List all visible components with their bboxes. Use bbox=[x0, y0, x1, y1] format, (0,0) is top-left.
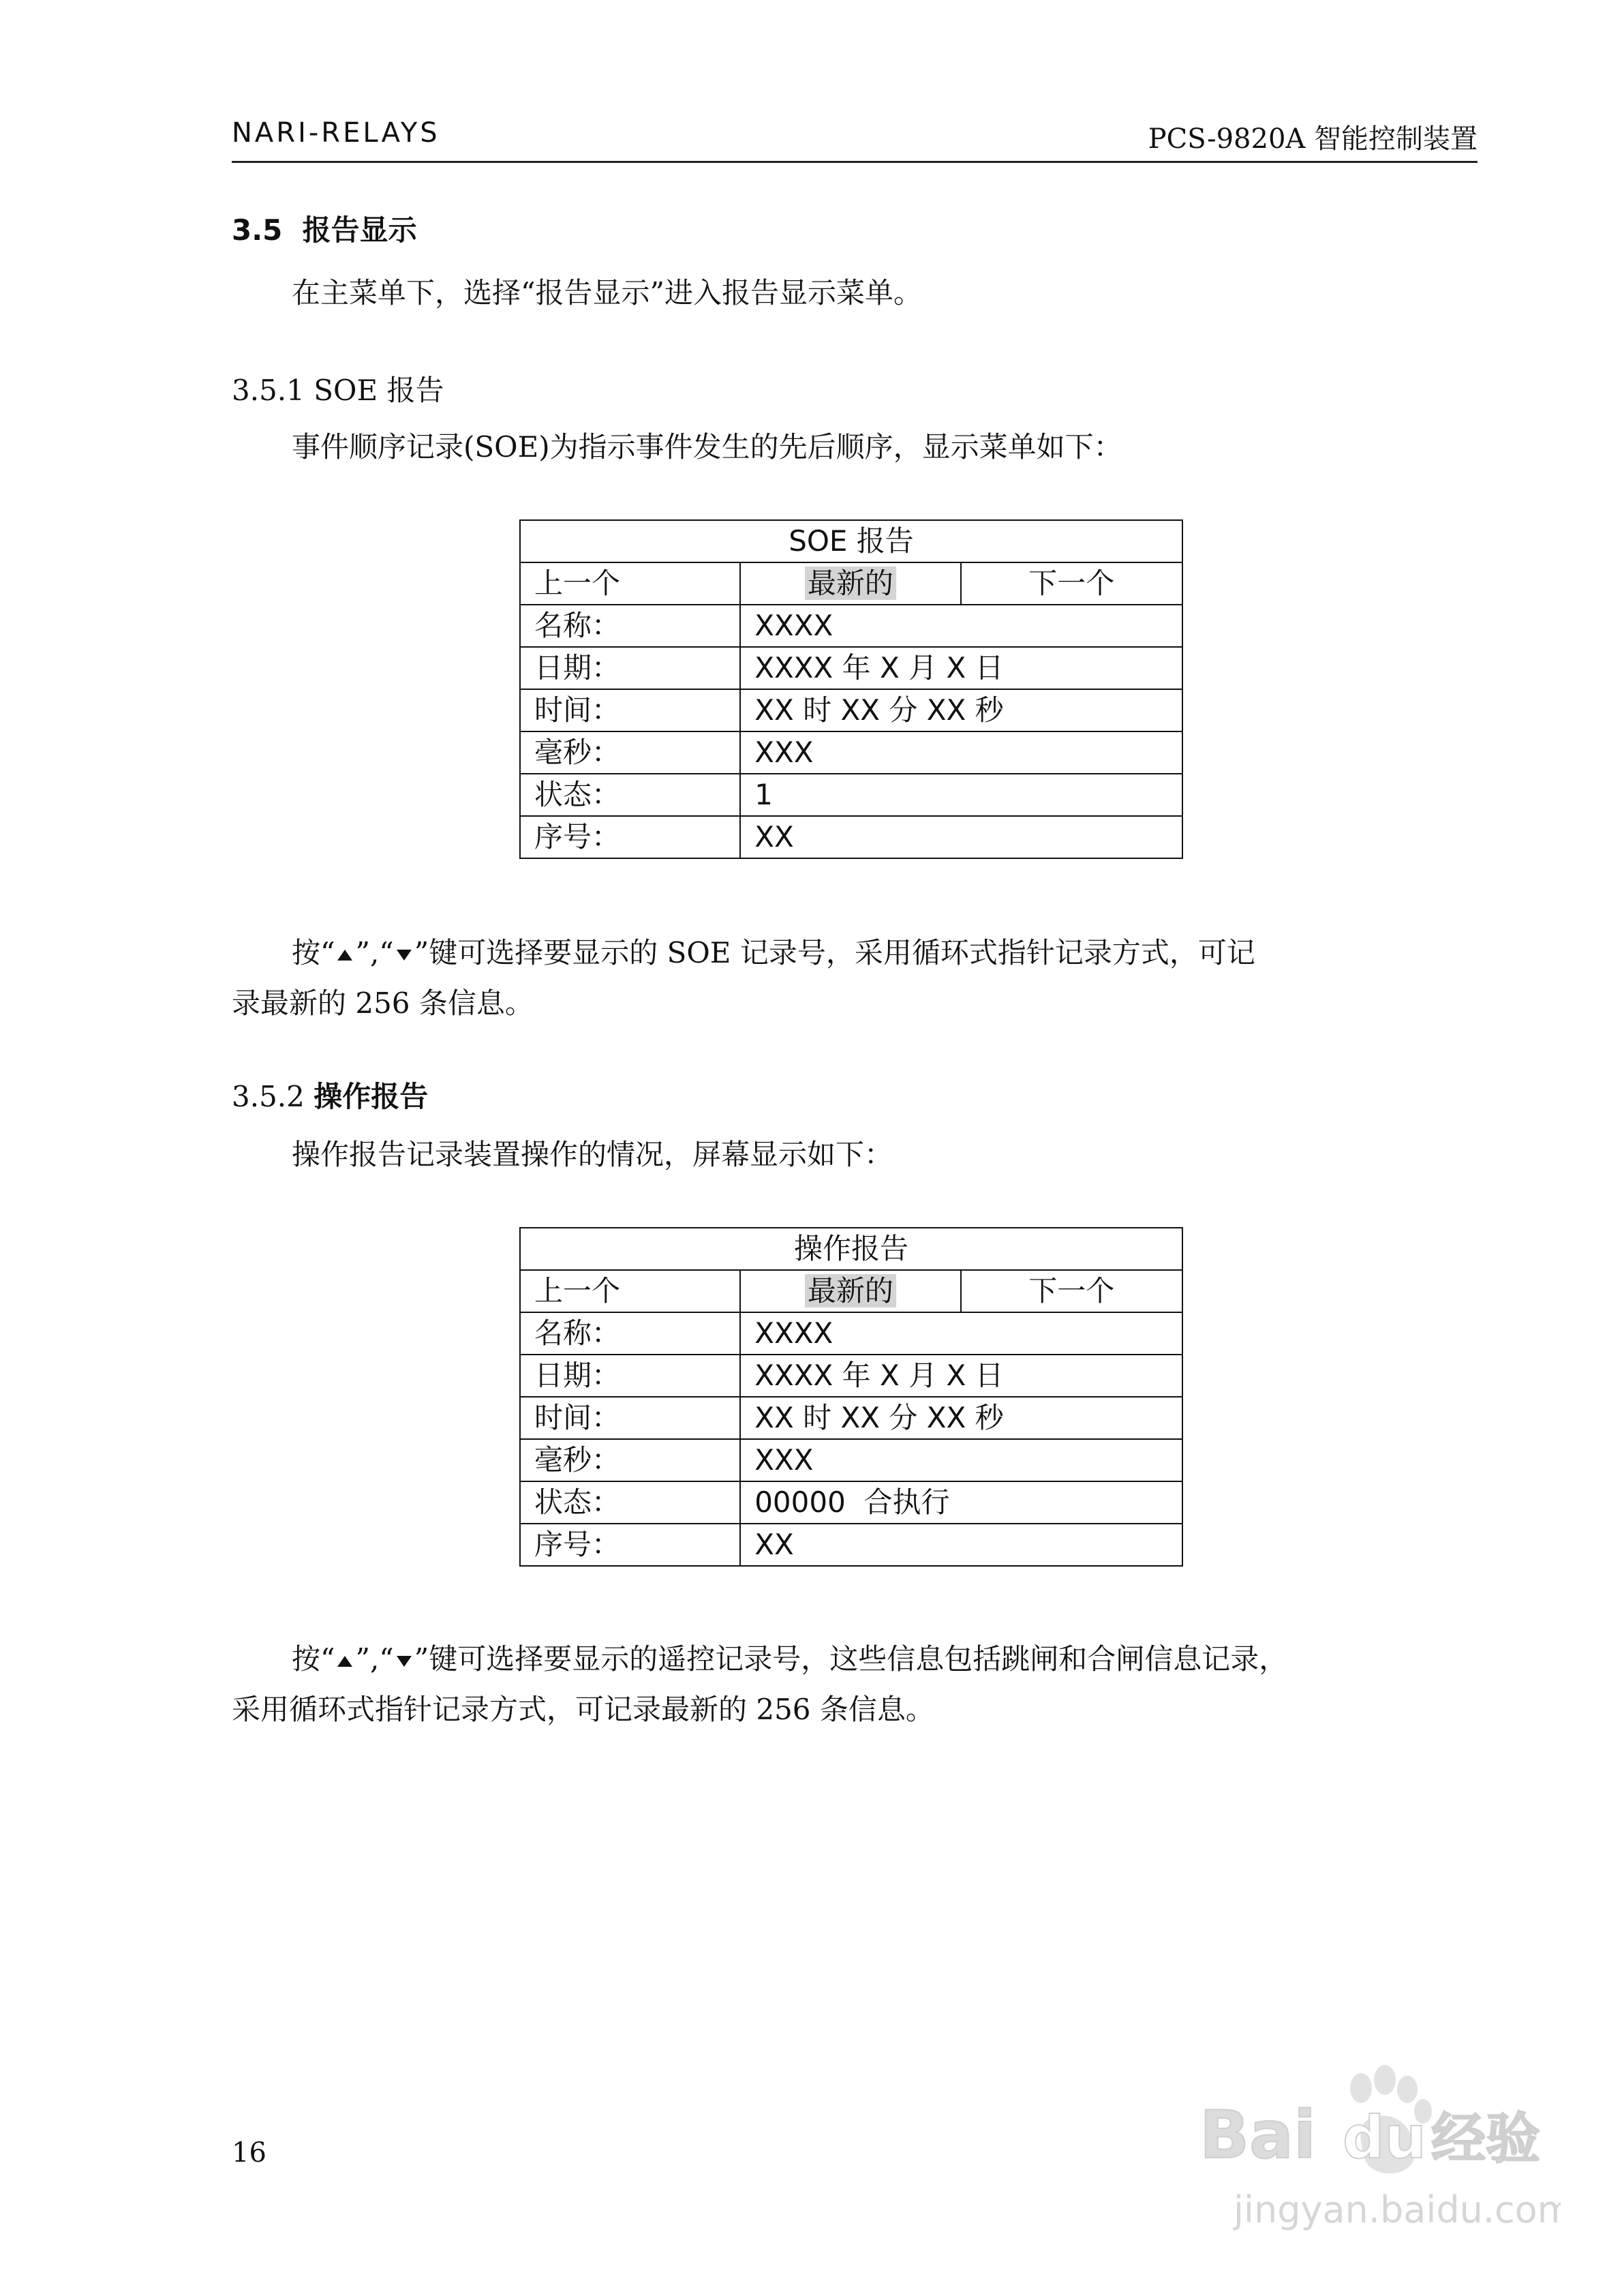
soe-label-ms: 毫秒： bbox=[520, 731, 740, 774]
table-row bbox=[520, 1439, 1182, 1481]
table-row bbox=[520, 1355, 1182, 1397]
op-note-quote-open: 按“ bbox=[292, 1642, 335, 1676]
table-row bbox=[520, 689, 1182, 731]
table-row bbox=[520, 1397, 1182, 1439]
soe-note-text: ”键可选择要显示的 SOE 记录号，采用循环式指针记录方式，可记 bbox=[414, 936, 1255, 969]
down-arrow-key-icon bbox=[397, 1656, 412, 1667]
op-label-time: 时间： bbox=[520, 1397, 740, 1439]
header-right: PCS-9820A 智能控制装置 bbox=[1148, 123, 1478, 155]
soe-number: 3.5.1 bbox=[232, 374, 305, 407]
op-value-date: XXXX 年 X 月 X 日 bbox=[740, 1355, 1182, 1397]
op-latest-button[interactable]: 最新的 bbox=[805, 1274, 896, 1308]
header-divider bbox=[232, 161, 1478, 163]
op-note-separator: ”,“ bbox=[355, 1642, 394, 1676]
op-intro: 操作报告记录装置操作的情况，屏幕显示如下： bbox=[292, 1138, 893, 1171]
soe-prev-button[interactable]: 上一个 bbox=[520, 562, 740, 605]
table-row bbox=[520, 647, 1182, 689]
soe-latest-button[interactable]: 最新的 bbox=[805, 567, 896, 600]
soe-heading bbox=[232, 368, 444, 409]
op-value-seq: XX bbox=[740, 1524, 1182, 1566]
soe-intro: 事件顺序记录(SOE)为指示事件发生的先后顺序，显示菜单如下： bbox=[292, 430, 1122, 464]
watermark-url: jingyan.baidu.com bbox=[1234, 2188, 1561, 2231]
soe-latest-cell[interactable] bbox=[740, 562, 960, 605]
table-row bbox=[520, 816, 1182, 858]
op-label-seq: 序号： bbox=[520, 1524, 740, 1566]
soe-title: SOE 报告 bbox=[313, 374, 444, 407]
soe-value-state: 1 bbox=[740, 774, 1182, 816]
op-note-line1 bbox=[292, 1635, 1478, 1684]
soe-label-date: 日期： bbox=[520, 647, 740, 689]
op-screen-table bbox=[519, 1227, 1183, 1567]
soe-value-ms: XXX bbox=[740, 731, 1182, 774]
soe-screen-table bbox=[519, 519, 1183, 859]
soe-label-seq: 序号： bbox=[520, 816, 740, 858]
op-value-state: 00000 合执行 bbox=[740, 1481, 1182, 1524]
soe-note-line2: 录最新的 256 条信息。 bbox=[232, 986, 534, 1020]
op-value-time: XX 时 XX 分 XX 秒 bbox=[740, 1397, 1182, 1439]
soe-label-state: 状态： bbox=[520, 774, 740, 816]
watermark-brand-cn: 经验 bbox=[1431, 2107, 1540, 2171]
op-label-ms: 毫秒： bbox=[520, 1439, 740, 1481]
soe-note-quote-open: 按“ bbox=[292, 936, 335, 969]
header-left: NARI-RELAYS bbox=[232, 117, 440, 149]
soe-value-date: XXXX 年 X 月 X 日 bbox=[740, 647, 1182, 689]
table-row bbox=[520, 774, 1182, 816]
soe-screen-title: SOE 报告 bbox=[520, 520, 1182, 562]
soe-label-time: 时间： bbox=[520, 689, 740, 731]
soe-value-name: XXXX bbox=[740, 605, 1182, 647]
op-note-text: ”键可选择要显示的遥控记录号，这些信息包括跳闸和合闸信息记录， bbox=[414, 1642, 1288, 1676]
section-heading bbox=[232, 208, 417, 249]
op-number: 3.5.2 bbox=[232, 1080, 305, 1113]
table-row bbox=[520, 731, 1182, 774]
op-label-state: 状态： bbox=[520, 1481, 740, 1524]
table-row bbox=[520, 605, 1182, 647]
op-next-button[interactable]: 下一个 bbox=[961, 1270, 1182, 1312]
watermark-brand-left: Bai bbox=[1199, 2097, 1316, 2173]
op-value-name: XXXX bbox=[740, 1312, 1182, 1355]
soe-value-time: XX 时 XX 分 XX 秒 bbox=[740, 689, 1182, 731]
soe-note-separator: ”,“ bbox=[355, 936, 394, 969]
up-arrow-key-icon bbox=[337, 1656, 352, 1667]
op-screen-title: 操作报告 bbox=[520, 1228, 1182, 1270]
op-heading bbox=[232, 1074, 428, 1115]
soe-note-line1 bbox=[292, 928, 1478, 978]
section-intro: 在主菜单下，选择“报告显示”进入报告显示菜单。 bbox=[292, 276, 922, 309]
op-value-ms: XXX bbox=[740, 1439, 1182, 1481]
baidu-watermark bbox=[1193, 2055, 1561, 2260]
page-number: 16 bbox=[232, 2137, 266, 2169]
baidu-paw-logo-icon bbox=[1193, 2055, 1561, 2260]
op-latest-cell[interactable] bbox=[740, 1270, 960, 1312]
op-note-line2: 采用循环式指针记录方式，可记录最新的 256 条信息。 bbox=[232, 1693, 934, 1726]
down-arrow-key-icon bbox=[397, 950, 412, 961]
table-row bbox=[520, 1312, 1182, 1355]
up-arrow-key-icon bbox=[337, 950, 352, 961]
table-row bbox=[520, 1481, 1182, 1524]
watermark-brand-right: du bbox=[1343, 2104, 1426, 2172]
soe-label-name: 名称： bbox=[520, 605, 740, 647]
section-number: 3.5 bbox=[232, 213, 283, 247]
op-label-name: 名称： bbox=[520, 1312, 740, 1355]
table-row bbox=[520, 1524, 1182, 1566]
op-title: 操作报告 bbox=[313, 1080, 429, 1113]
soe-next-button[interactable]: 下一个 bbox=[961, 562, 1182, 605]
op-prev-button[interactable]: 上一个 bbox=[520, 1270, 740, 1312]
soe-value-seq: XX bbox=[740, 816, 1182, 858]
section-title: 报告显示 bbox=[302, 213, 417, 247]
op-label-date: 日期： bbox=[520, 1355, 740, 1397]
